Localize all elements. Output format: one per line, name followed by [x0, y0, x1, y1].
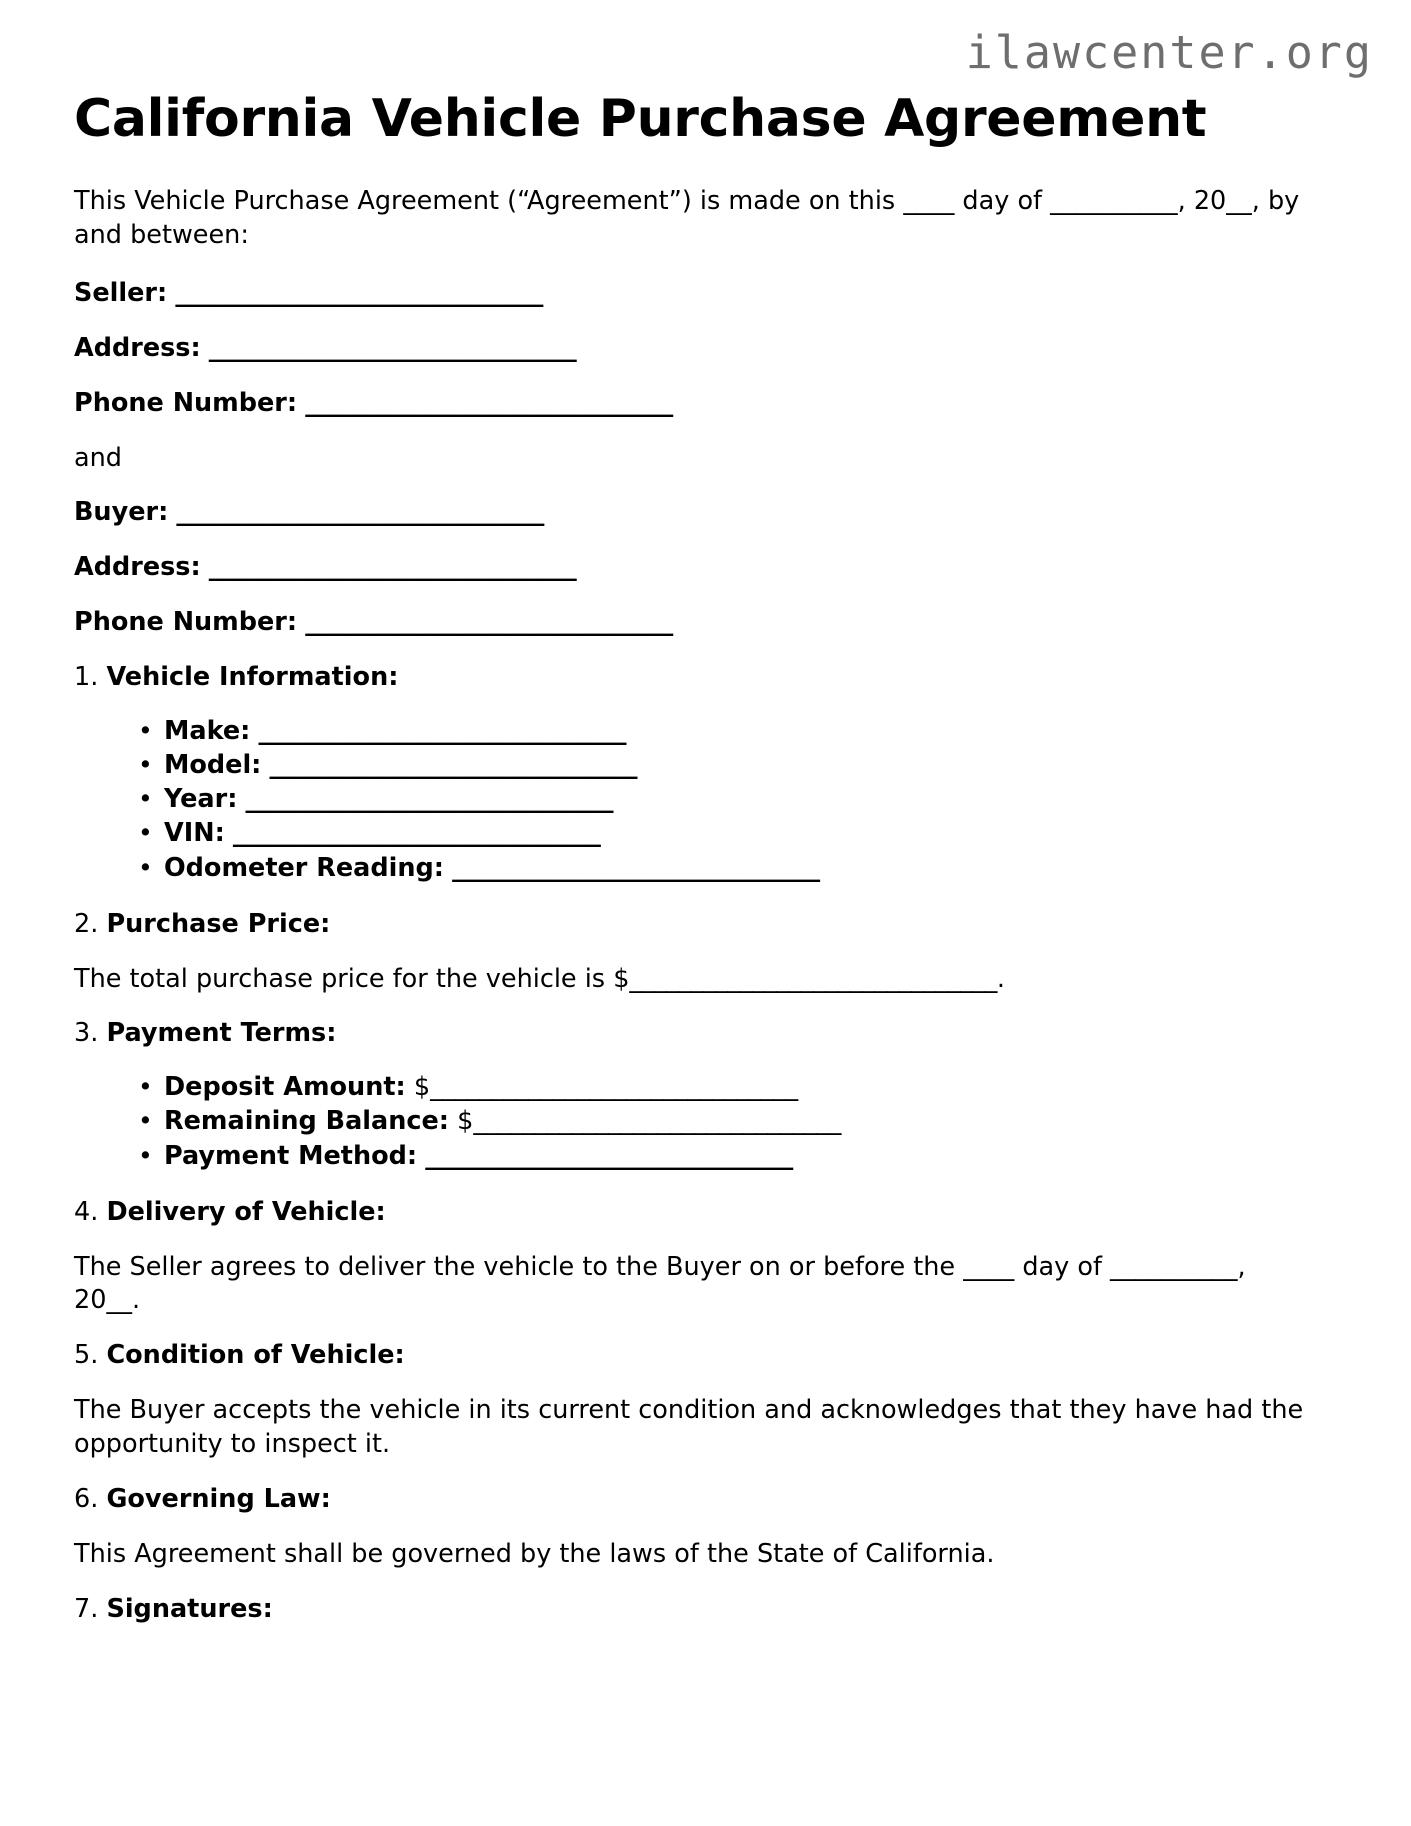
remaining-balance-currency: $ — [457, 1106, 474, 1137]
vehicle-vin-label: VIN: — [164, 818, 225, 849]
payment-method-blank[interactable]: ______________________________ — [425, 1140, 793, 1171]
section-3-number: 3. — [74, 1018, 99, 1049]
section-7-number: 7. — [74, 1593, 99, 1624]
buyer-phone-label: Phone Number: — [74, 607, 298, 638]
section-2-number: 2. — [74, 908, 99, 939]
list-item — [138, 818, 1304, 849]
section-6-number: 6. — [74, 1484, 99, 1515]
section-heading-2 — [74, 908, 1304, 942]
section-5-title: Condition of Vehicle: — [106, 1340, 405, 1371]
buyer-address-blank[interactable]: ______________________________ — [208, 552, 577, 583]
condition-paragraph: The Buyer accepts the vehicle in its current condition and acknowledges that they have had the opportunity to inspect it. — [74, 1395, 1304, 1460]
section-5-number: 5. — [74, 1340, 99, 1371]
page-title: California Vehicle Purchase Agreement — [74, 89, 1207, 149]
buyer-address-line — [74, 551, 1304, 585]
section-7-title: Signatures: — [106, 1593, 273, 1624]
vehicle-vin-blank[interactable]: ______________________________ — [232, 818, 601, 849]
seller-phone-blank[interactable]: ______________________________ — [305, 387, 673, 418]
remaining-balance-blank[interactable]: ______________________________ — [473, 1106, 841, 1137]
intro-paragraph: This Vehicle Purchase Agreement (“Agreement”) is made on this ____ day of __________, 20__, by and between: — [74, 186, 1300, 250]
site-watermark: ilawcenter.org — [965, 26, 1373, 79]
buyer-phone-line — [74, 606, 1304, 640]
conjunction-and: and — [74, 442, 122, 473]
governing-law-paragraph: This Agreement shall be governed by the laws of the State of California. — [74, 1539, 995, 1569]
deposit-amount-blank[interactable]: ______________________________ — [430, 1072, 798, 1103]
list-item — [138, 750, 1304, 781]
buyer-name-line — [74, 496, 1304, 530]
seller-phone-line — [74, 387, 1304, 421]
section-3-title: Payment Terms: — [106, 1018, 337, 1049]
seller-address-label: Address: — [74, 332, 201, 363]
seller-name-blank[interactable]: ______________________________ — [175, 277, 543, 308]
purchase-price-period: . — [996, 963, 1006, 994]
vehicle-year-blank[interactable]: ______________________________ — [245, 784, 614, 815]
payment-terms-list — [74, 1072, 1304, 1171]
vehicle-odometer-blank[interactable]: ______________________________ — [452, 852, 820, 883]
seller-name-label: Seller: — [74, 277, 168, 308]
section-heading-5 — [74, 1339, 1304, 1373]
seller-address-blank[interactable]: ______________________________ — [208, 332, 577, 363]
purchase-price-text: The total purchase price for the vehicle is $ — [74, 963, 630, 994]
purchase-price-paragraph — [74, 963, 1304, 997]
section-4-number: 4. — [74, 1196, 99, 1227]
deposit-amount-label: Deposit Amount: — [164, 1072, 406, 1103]
section-heading-3 — [74, 1017, 1304, 1051]
vehicle-information-list — [74, 716, 1304, 884]
section-heading-6 — [74, 1483, 1304, 1517]
buyer-name-label: Buyer: — [74, 497, 169, 528]
section-heading-7 — [74, 1593, 1304, 1627]
section-heading-1 — [74, 661, 1304, 695]
list-item — [138, 1141, 1304, 1172]
payment-method-label: Payment Method: — [164, 1140, 418, 1171]
vehicle-make-blank[interactable]: ______________________________ — [258, 716, 626, 747]
section-4-title: Delivery of Vehicle: — [106, 1196, 386, 1227]
seller-name-line — [74, 277, 1304, 311]
list-item — [138, 716, 1304, 747]
vehicle-year-label: Year: — [164, 784, 238, 815]
remaining-balance-label: Remaining Balance: — [164, 1106, 449, 1137]
purchase-price-blank[interactable]: ______________________________ — [629, 963, 997, 994]
list-item — [138, 784, 1304, 815]
buyer-address-label: Address: — [74, 552, 201, 583]
deposit-amount-currency: $ — [413, 1072, 431, 1103]
vehicle-odometer-label: Odometer Reading: — [164, 852, 444, 883]
section-1-number: 1. — [74, 662, 99, 693]
seller-address-line — [74, 332, 1304, 366]
vehicle-model-label: Model: — [164, 750, 262, 781]
delivery-paragraph: The Seller agrees to deliver the vehicle to the Buyer on or before the ____ day of __________, 20__. — [74, 1251, 1246, 1316]
list-item — [138, 853, 1304, 884]
section-2-title: Purchase Price: — [106, 908, 331, 939]
seller-phone-label: Phone Number: — [74, 387, 298, 418]
vehicle-model-blank[interactable]: ______________________________ — [269, 750, 637, 781]
section-6-title: Governing Law: — [106, 1484, 331, 1515]
section-heading-4 — [74, 1196, 1304, 1230]
document-body — [74, 185, 1304, 1648]
list-item — [138, 1106, 1304, 1137]
buyer-phone-blank[interactable]: ______________________________ — [305, 607, 673, 638]
vehicle-make-label: Make: — [164, 716, 251, 747]
buyer-name-blank[interactable]: ______________________________ — [176, 497, 544, 528]
section-1-title: Vehicle Information: — [106, 662, 399, 693]
list-item — [138, 1072, 1304, 1103]
